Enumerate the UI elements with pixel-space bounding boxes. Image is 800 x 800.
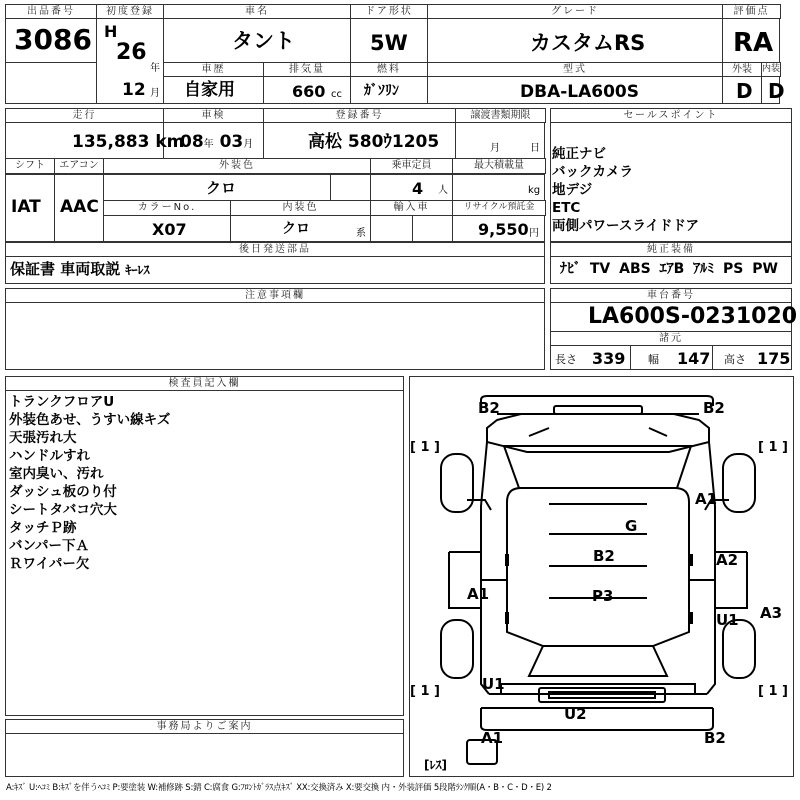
inspector-line: Ｒワイパー欠 <box>9 556 90 572</box>
door-label: ドア形状 <box>350 4 428 19</box>
disp-label: 排気量 <box>263 62 351 77</box>
import-label: 輸入車 <box>370 200 453 216</box>
load-unit: kg <box>528 185 541 196</box>
shift-label: シフト <box>5 158 55 174</box>
grade: カスタムRS <box>530 31 646 55</box>
notes-label: 注意事項欄 <box>5 288 545 303</box>
ac: AAC <box>60 197 99 217</box>
sales-item: 純正ナビ <box>552 146 606 162</box>
inspector-line: 室内臭い、汚れ <box>9 466 104 482</box>
later-label: 後日発送部品 <box>5 242 545 257</box>
damage-legend: A:ｷｽﾞ U:ﾍｺﾐ B:ｷｽﾞを伴うﾍｺﾐ P:要塗装 W:補修跡 S:錆 C:腐食 G:ﾌﾛﾝﾄｶﾞﾗｽ点ｷｽﾞ XX:交換済み X:要交換 内・外装評価 5段階ﾗﾝｸ順(A・B・C・D・E) 2 <box>6 783 552 793</box>
spare-tire: [ﾚｽ] <box>424 758 447 772</box>
year-unit: 年 <box>150 63 160 74</box>
transfer-label: 譲渡書類期限 <box>455 108 546 123</box>
capacity: 4 <box>412 179 424 198</box>
car-outline-icon <box>409 376 794 777</box>
damage-b2-front-left: B2 <box>478 399 500 417</box>
dims-label: 諸元 <box>550 331 792 346</box>
inspection: 08年 03月 <box>180 132 254 152</box>
fuel: ｶﾞｿﾘﾝ <box>364 83 399 99</box>
int-label: 内装 <box>761 62 781 77</box>
plate: 高松 580ｳ1205 <box>308 132 440 152</box>
chassis-label: 車台番号 <box>550 288 792 303</box>
damage-u1-right: U1 <box>716 611 739 629</box>
width: 147 <box>677 349 711 368</box>
damage-u1-left: U1 <box>482 675 505 693</box>
fuel-label: 燃料 <box>350 62 428 77</box>
damage-a1-rear: A1 <box>481 729 504 747</box>
reg-year: 26 <box>116 40 147 65</box>
inspector-line: ダッシュ板のり付 <box>9 484 117 500</box>
equip-items: ﾅﾋﾞ TV ABS ｴｱB ｱﾙﾐ PS PW <box>560 261 778 277</box>
grade-label: グレード <box>427 4 723 19</box>
damage-b2-roof: B2 <box>593 547 615 565</box>
mileage: 135,883 km <box>72 132 185 152</box>
car-name-label: 車名 <box>163 4 351 19</box>
length: 339 <box>592 349 626 368</box>
mileage-label: 走行 <box>5 108 164 123</box>
history: 自家用 <box>184 80 235 100</box>
history-label: 車歴 <box>163 62 264 77</box>
intcolor: クロ <box>282 221 310 237</box>
damage-a1-left: A1 <box>467 585 490 603</box>
sales-item: ETC <box>552 200 581 216</box>
sales-item: 地デジ <box>552 182 593 198</box>
capacity-unit: 人 <box>438 185 448 196</box>
inspector-label: 検査員記入欄 <box>5 376 404 391</box>
lot-label: 出品番号 <box>5 4 97 19</box>
load-label: 最大積載量 <box>452 158 546 174</box>
tire-rear-left: [ 1 ] <box>410 684 440 699</box>
intcolor-unit: 系 <box>356 228 366 239</box>
sales-item: 両側パワースライドドア <box>552 218 700 234</box>
len-label: 長さ <box>555 353 577 366</box>
tire-rear-right: [ 1 ] <box>758 684 788 699</box>
inspector-line: ハンドルすれ <box>9 448 90 464</box>
inspector-line: 外装色あせ、うすい線キズ <box>9 412 171 428</box>
hgt-label: 高さ <box>724 353 746 366</box>
damage-a3-right: A3 <box>760 604 783 622</box>
era: H <box>104 22 118 41</box>
month-unit: 月 <box>150 88 160 99</box>
recycle: 9,550 <box>478 220 529 239</box>
capacity-label: 乗車定員 <box>370 158 453 174</box>
damage-a2-right: A2 <box>716 551 739 569</box>
displacement: 660 cc <box>292 82 342 101</box>
reg-month: 12 <box>122 80 146 100</box>
chassis-number: LA600S-0231020 <box>588 304 798 329</box>
color: クロ <box>206 179 237 197</box>
tire-front-right: [ 1 ] <box>758 440 788 455</box>
damage-g-windshield: G <box>625 517 638 535</box>
tire-front-left: [ 1 ] <box>410 440 440 455</box>
inspector-line: シートタバコ穴大 <box>9 502 117 518</box>
transfer-month-unit: 月 <box>490 143 500 154</box>
sales-item: バックカメラ <box>552 164 633 180</box>
inspector-line: タッチＰ跡 <box>9 520 77 536</box>
colorno-label: カラーNo. <box>103 200 231 216</box>
ext-label: 外装 <box>722 62 762 77</box>
inspector-line: トランクフロアU <box>9 394 115 410</box>
first-reg-label: 初度登録 <box>96 4 164 19</box>
lot-number: 3086 <box>14 23 92 56</box>
inspector-line: バンパー下Ａ <box>9 538 90 554</box>
int-score: D <box>768 79 785 103</box>
model-label: 型式 <box>427 62 723 77</box>
wid-label: 幅 <box>648 353 659 366</box>
door-type: 5W <box>370 31 408 55</box>
inspection-label: 車検 <box>163 108 264 123</box>
model: DBA-LA600S <box>520 82 639 102</box>
sales-list <box>552 145 699 235</box>
recycle-unit: 円 <box>529 228 539 239</box>
car-name: タント <box>232 29 295 53</box>
damage-p3-roof: P3 <box>592 587 614 605</box>
plate-label: 登録番号 <box>263 108 456 123</box>
shift: IAT <box>11 197 41 217</box>
score: RA <box>733 28 774 58</box>
intcolor-label: 内装色 <box>230 200 371 216</box>
height: 175 <box>757 349 791 368</box>
damage-a1-right: A1 <box>695 490 718 508</box>
damage-u2-rear: U2 <box>564 705 587 723</box>
color-label: 外装色 <box>103 158 371 174</box>
sales-label: セールスポイント <box>550 108 792 123</box>
score-label: 評価点 <box>722 4 781 19</box>
ac-label: エアコン <box>54 158 104 174</box>
ext-score: D <box>736 79 753 103</box>
transfer-day-unit: 日 <box>530 143 540 154</box>
vehicle-details <box>5 108 545 242</box>
recycle-label: リサイクル預託金 <box>452 200 546 216</box>
office-label: 事務局よりご案内 <box>5 719 404 734</box>
later-items: 保証書 車両取説 ｷｰﾚｽ <box>10 260 150 278</box>
damage-b2-front-right: B2 <box>703 399 725 417</box>
inspector-list <box>9 393 170 573</box>
inspector-line: 天張汚れ大 <box>9 430 77 446</box>
equip-label: 純正装備 <box>550 242 792 257</box>
damage-b2-rear: B2 <box>704 729 726 747</box>
colorno: X07 <box>152 220 187 239</box>
